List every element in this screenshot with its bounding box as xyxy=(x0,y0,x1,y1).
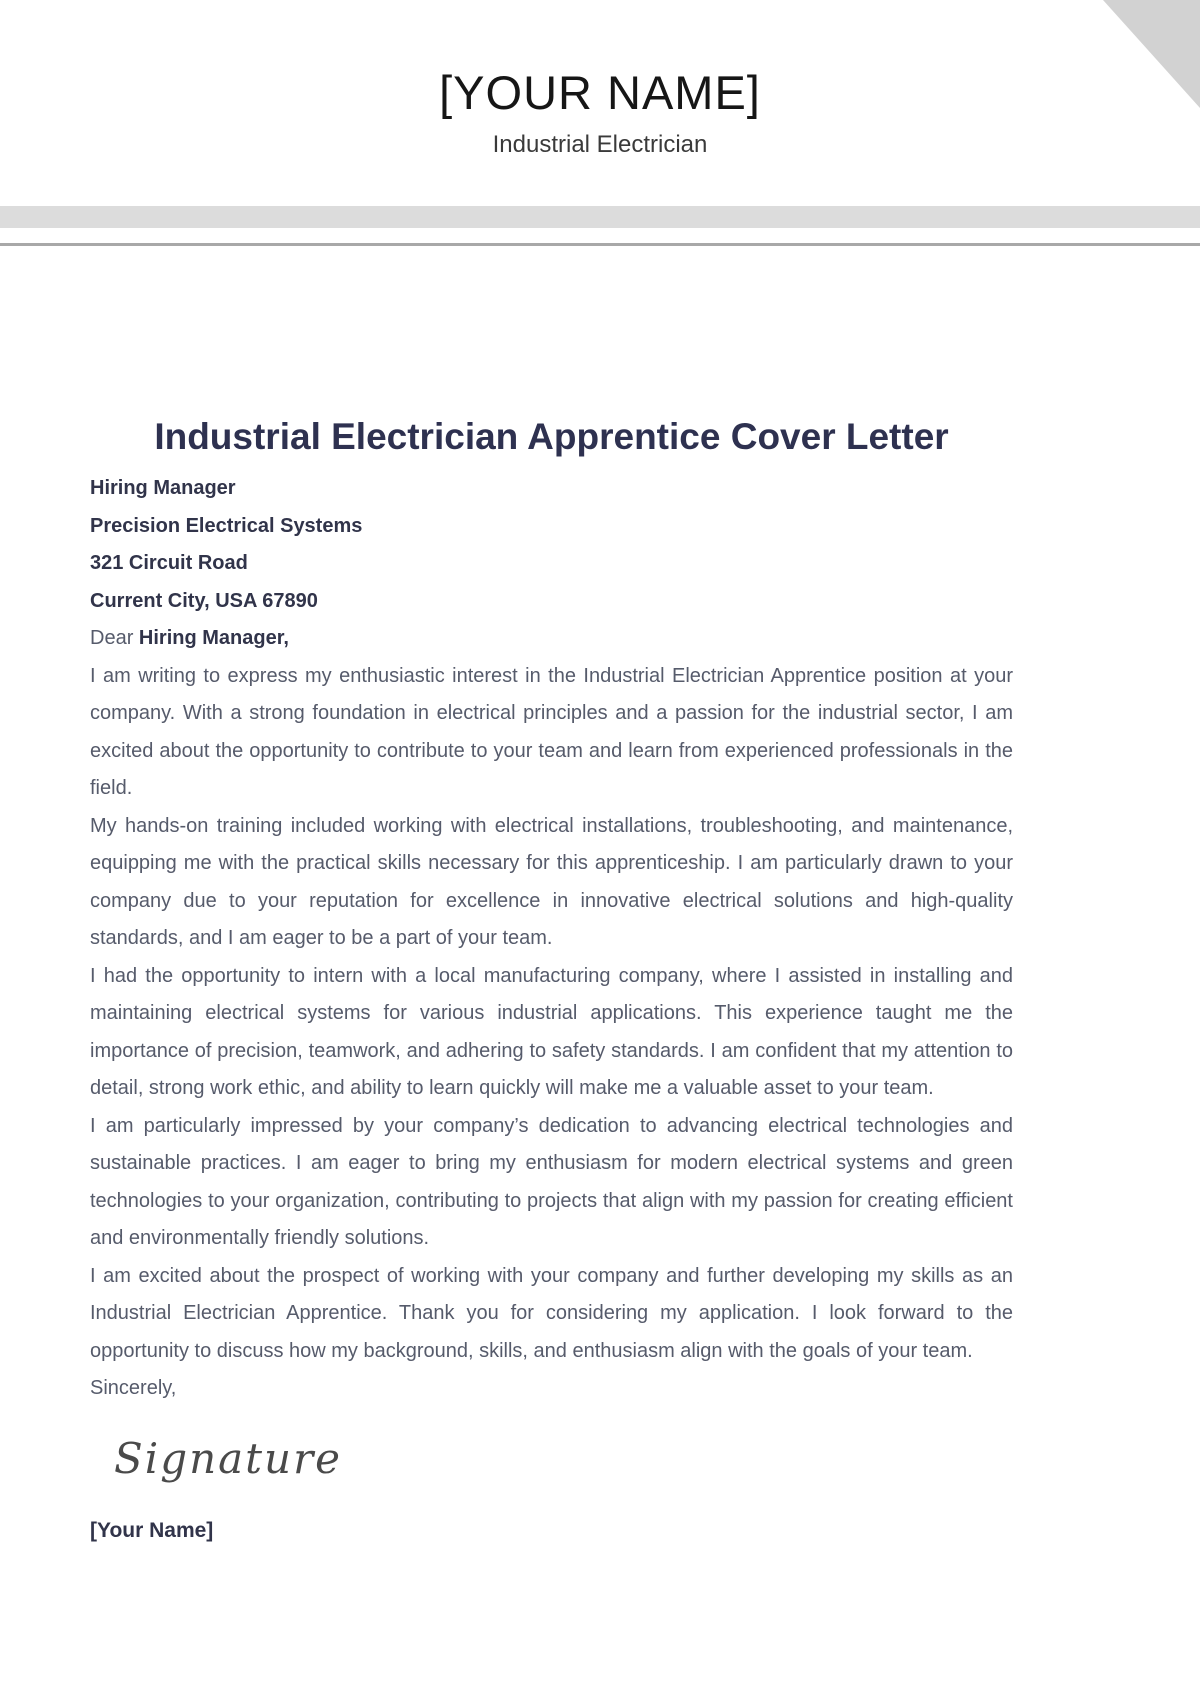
divider-bar-light xyxy=(0,206,1200,228)
folded-corner-decoration xyxy=(1103,0,1200,108)
letter-paragraph-5: I am excited about the prospect of working with your company and further developing my skills as an Industrial Electrician Apprentice. Thank you for considering my application. I look forward to the opportunity to discuss how my background, skills, and enthusiasm align with the goals of your team. xyxy=(90,1264,1013,1362)
letterhead-name: [YOUR NAME] xyxy=(439,66,761,119)
letterhead-job-title: Industrial Electrician xyxy=(492,131,708,158)
salutation xyxy=(90,620,1013,658)
letter-title: Industrial Electrician Apprentice Cover Letter xyxy=(154,416,949,457)
cover-letter-body xyxy=(0,414,1013,1544)
closing-salutation: Sincerely, xyxy=(90,1377,177,1399)
salutation-recipient: Hiring Manager, xyxy=(138,627,289,649)
recipient-street: 321 Circuit Road xyxy=(90,552,248,574)
salutation-prefix: Dear xyxy=(90,627,139,649)
handwritten-signature: Signature xyxy=(114,1433,343,1483)
letter-paragraph-1: I am writing to express my enthusiastic interest in the Industrial Electrician Apprentice position at your company. With a strong foundation in electrical principles and a passion for the industrial sector, I am excited about the opportunity to contribute to your team and learn from experienced professionals in the field. xyxy=(90,664,1013,799)
divider-line-dark xyxy=(0,243,1200,246)
letter-paragraph-3: I had the opportunity to intern with a local manufacturing company, where I assisted in installing and maintaining electrical systems for various industrial applications. This experience taught me the importance of precision, teamwork, and adhering to safety standards. I am confident that my attention to detail, strong work ethic, and ability to learn quickly will make me a valuable asset to your team. xyxy=(90,964,1013,1099)
signer-name: [Your Name] xyxy=(90,1518,214,1542)
recipient-address-block xyxy=(90,470,1013,620)
letter-paragraph-4: I am particularly impressed by your company’s dedication to advancing electrical technologies and sustainable practices. I am eager to bring my enthusiasm for modern electrical systems and green technologies to your organization, contributing to projects that align with my passion for creating efficient and environmentally friendly solutions. xyxy=(90,1114,1013,1249)
recipient-company: Precision Electrical Systems xyxy=(90,514,363,537)
letter-paragraph-2: My hands-on training included working with electrical installations, troubleshooting, and maintenance, equipping me with the practical skills necessary for this apprenticeship. I am particularly drawn to your company due to your reputation for excellence in innovative electrical solutions and high-quality standards, and I am eager to be a part of your team. xyxy=(90,814,1013,949)
recipient-name: Hiring Manager xyxy=(90,477,236,499)
letterhead xyxy=(0,0,1200,162)
recipient-city: Current City, USA 67890 xyxy=(90,589,318,612)
